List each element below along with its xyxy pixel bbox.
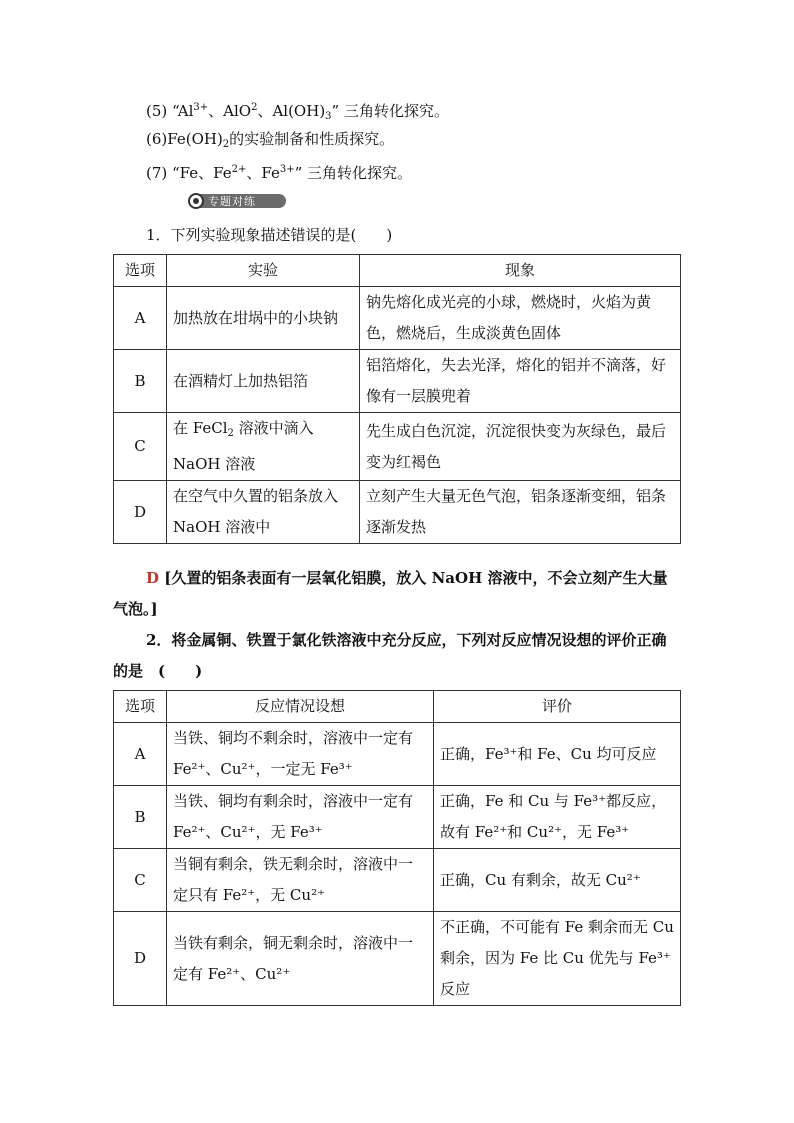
row-case: 当铁有剩余，铜无剩余时，溶液中一定有 Fe²⁺、Cu²⁺ [167, 912, 434, 1006]
intro-item-6: $(6)Fe(OH)_2$的实验制备和性质探究。 [146, 130, 395, 150]
row-option: C [114, 849, 167, 912]
table-row [114, 912, 681, 1006]
badge-label: 专题对练 [198, 194, 286, 208]
table-header-row [114, 691, 681, 723]
q1-stem: 1．下列实验现象描述错误的是( ) [146, 226, 393, 244]
answer-letter: D [146, 569, 160, 587]
row-experiment: 加热放在坩埚中的小块钠 [167, 287, 360, 350]
q1-table [113, 254, 681, 544]
table-row [114, 481, 681, 544]
header-option: 选项 [114, 255, 167, 287]
header-case: 反应情况设想 [167, 691, 434, 723]
section-badge [188, 191, 286, 211]
row-experiment: 在酒精灯上加热铝箔 [167, 350, 360, 413]
row-case: 当铁、铜均不剩余时，溶液中一定有 Fe²⁺、Cu²⁺，一定无 Fe³⁺ [167, 723, 434, 786]
table-row [114, 849, 681, 912]
row-experiment: 在空气中久置的铝条放入 NaOH 溶液中 [167, 481, 360, 544]
header-experiment: 实验 [167, 255, 360, 287]
table-row [114, 723, 681, 786]
row-option: A [114, 287, 167, 350]
q2-stem: 2．将金属铜、铁置于氯化铁溶液中充分反应，下列对反应情况设想的评价正确的是 ( ) [113, 631, 667, 680]
header-option: 选项 [114, 691, 167, 723]
row-option: A [114, 723, 167, 786]
table-row [114, 786, 681, 849]
table-header-row [114, 255, 681, 287]
q1-answer [113, 563, 681, 625]
intro-item-5: (5) “$Al^{3+}$、AlO$^2$、$Al(OH)_3$” 三角转化探究。 [146, 102, 449, 122]
table-row [114, 287, 681, 350]
row-phenomenon: 立刻产生大量无色气泡，铝条逐渐变细，铝条逐渐发热 [360, 481, 681, 544]
row-option: B [114, 350, 167, 413]
row-phenomenon: 铝箔熔化，失去光泽，熔化的铝并不滴落，好像有一层膜兜着 [360, 350, 681, 413]
row-phenomenon: 钠先熔化成光亮的小球，燃烧时，火焰为黄色，燃烧后，生成淡黄色固体 [360, 287, 681, 350]
target-icon [188, 193, 204, 209]
row-option: D [114, 912, 167, 1006]
row-case: 当铜有剩余，铁无剩余时，溶液中一定只有 Fe²⁺，无 Cu²⁺ [167, 849, 434, 912]
header-phenomenon: 现象 [360, 255, 681, 287]
row-option: C [114, 413, 167, 481]
row-evaluation: 正确，Fe 和 Cu 与 Fe³⁺都反应，故有 Fe²⁺和 Cu²⁺，无 Fe³⁺ [434, 786, 681, 849]
header-evaluation: 评价 [434, 691, 681, 723]
row-case: 当铁、铜均有剩余时，溶液中一定有 Fe²⁺、Cu²⁺，无 Fe³⁺ [167, 786, 434, 849]
answer-explanation: [久置的铝条表面有一层氧化铝膜，放入 NaOH 溶液中，不会立刻产生大量气泡。] [113, 569, 668, 618]
intro-item-7: (7) “Fe、$Fe^{2+}$、$Fe^{3+}$” 三角转化探究。 [146, 164, 413, 182]
row-evaluation: 不正确，不可能有 Fe 剩余而无 Cu 剩余，因为 Fe 比 Cu 优先与 Fe³⁺反应 [434, 912, 681, 1006]
q2-table [113, 690, 681, 1006]
table-row [114, 413, 681, 481]
row-evaluation: 正确，Fe³⁺和 Fe、Cu 均可反应 [434, 723, 681, 786]
row-option: B [114, 786, 167, 849]
row-experiment: 在 FeCl$_2$ 溶液中滴入 NaOH 溶液 [167, 413, 360, 481]
row-phenomenon: 先生成白色沉淀，沉淀很快变为灰绿色，最后变为红褐色 [360, 413, 681, 481]
row-evaluation: 正确，Cu 有剩余，故无 Cu²⁺ [434, 849, 681, 912]
table-row [114, 350, 681, 413]
row-option: D [114, 481, 167, 544]
